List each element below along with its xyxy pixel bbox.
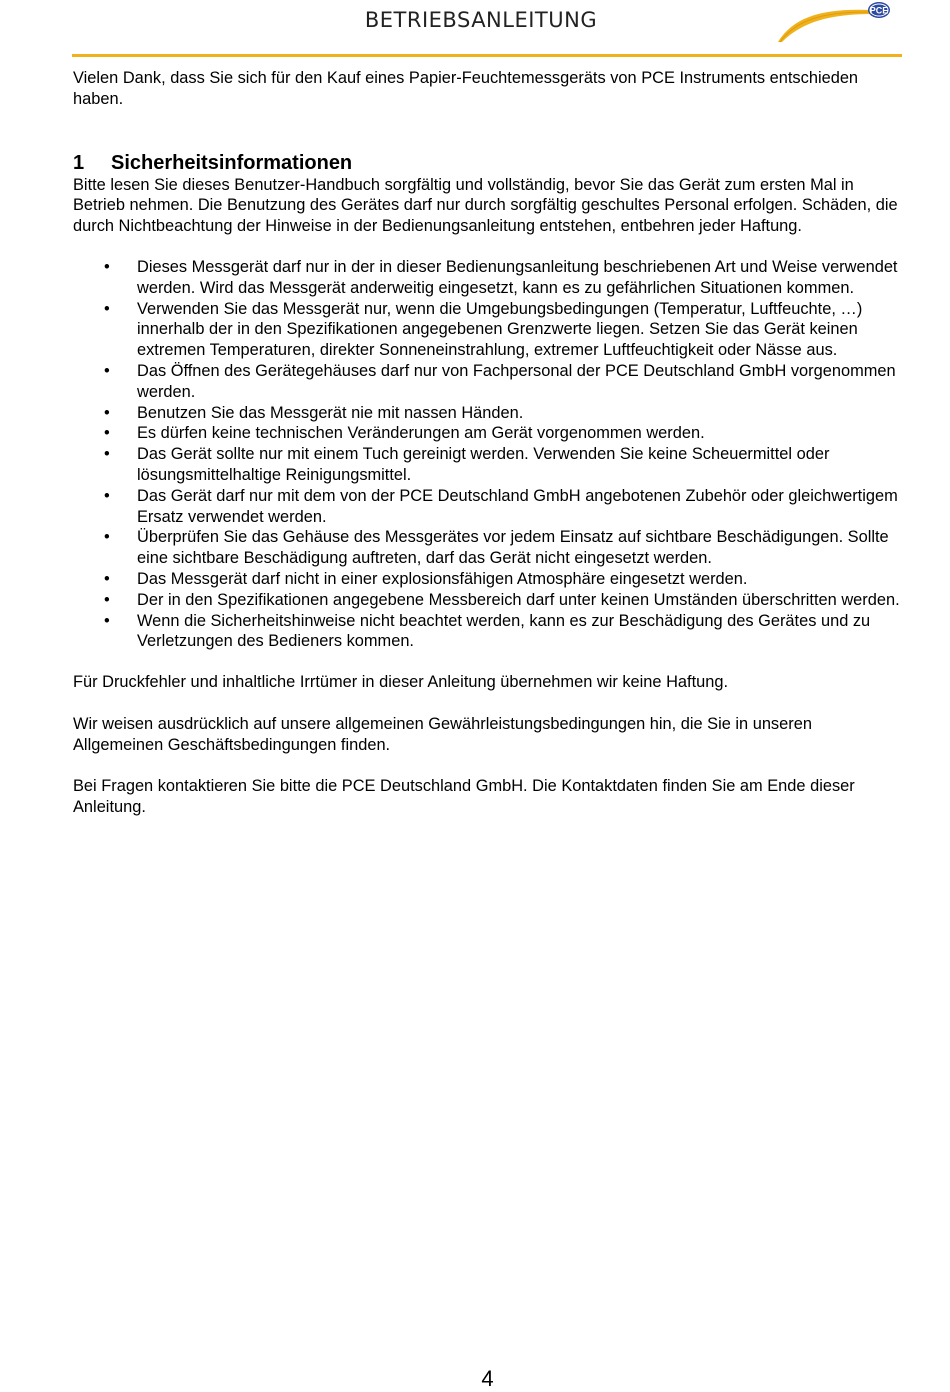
list-item bbox=[73, 527, 903, 569]
list-item bbox=[73, 299, 903, 361]
list-item-text: Dieses Messgerät darf nur in der in dieser Bedienungsanleitung beschriebenen Art und Weise verwendet werden. Wird das Messgerät anderweitig eingesetzt, kann es zu gefährlichen Situationen kommen. bbox=[137, 257, 898, 297]
list-item-text: Es dürfen keine technischen Veränderungen am Gerät vorgenommen werden. bbox=[137, 424, 705, 443]
header-divider bbox=[72, 54, 902, 57]
header-title: BETRIEBSANLEITUNG bbox=[364, 8, 598, 32]
svg-text:PCE: PCE bbox=[869, 5, 889, 16]
document-body bbox=[73, 68, 903, 818]
bullet-icon: • bbox=[104, 486, 110, 505]
list-item bbox=[73, 611, 903, 653]
bullet-icon: • bbox=[104, 569, 110, 588]
contact-note: Bei Fragen kontaktieren Sie bitte die PCE Deutschland GmbH. Die Kontaktdaten finden Sie am Ende dieser Anleitung. bbox=[73, 777, 855, 816]
page-number: 4 bbox=[481, 1366, 494, 1391]
list-item bbox=[73, 257, 903, 299]
section-heading bbox=[73, 151, 903, 175]
list-item-text: Wenn die Sicherheitshinweise nicht beachtet werden, kann es zur Beschädigung des Gerätes und zu Verletzungen des Bedieners kommen. bbox=[137, 611, 871, 651]
list-item-text: Das Öffnen des Gerätegehäuses darf nur von Fachpersonal der PCE Deutschland GmbH vorgenommen werden. bbox=[137, 361, 896, 401]
list-item-text: Benutzen Sie das Messgerät nie mit nassen Händen. bbox=[137, 403, 524, 422]
list-item-text: Das Gerät darf nur mit dem von der PCE Deutschland GmbH angebotenen Zubehör oder gleichwertigem Ersatz verwendet werden. bbox=[137, 486, 898, 526]
section-number: 1 bbox=[73, 151, 85, 174]
warranty-note: Wir weisen ausdrücklich auf unsere allgemeinen Gewährleistungsbedingungen hin, die Sie in unseren Allgemeinen Geschäftsbedingungen finden. bbox=[73, 714, 812, 754]
liability-note: Für Druckfehler und inhaltliche Irrtümer in dieser Anleitung übernehmen wir keine Haftung. bbox=[73, 673, 729, 692]
section-title: Sicherheitsinformationen bbox=[111, 151, 353, 174]
list-item bbox=[73, 569, 903, 590]
bullet-icon: • bbox=[104, 299, 110, 318]
list-item-text: Das Messgerät darf nicht in einer explosionsfähigen Atmosphäre eingesetzt werden. bbox=[137, 569, 748, 588]
list-item-text: Verwenden Sie das Messgerät nur, wenn die Umgebungsbedingungen (Temperatur, Luftfeuchte, …) innerhalb der in den Spezifikationen angegebenen Grenzwerte liegen. Setzen Sie das Gerät keinen extremen Temperaturen, direkter Sonneneinstrahlung, extremer Luftfeuchtigkeit oder Nässe aus. bbox=[137, 299, 863, 360]
intro-paragraph: Vielen Dank, dass Sie sich für den Kauf eines Papier-Feuchtemessgeräts von PCE Instruments entschieden haben. bbox=[73, 69, 859, 108]
list-item-text: Der in den Spezifikationen angegebene Messbereich darf unter keinen Umständen überschritten werden. bbox=[137, 590, 900, 609]
bullet-icon: • bbox=[104, 611, 110, 630]
bullet-icon: • bbox=[104, 424, 110, 443]
list-item bbox=[73, 403, 903, 424]
list-item bbox=[73, 361, 903, 403]
bullet-icon: • bbox=[104, 445, 110, 464]
bullet-icon: • bbox=[104, 403, 110, 422]
pce-logo-icon bbox=[772, 0, 897, 44]
bullet-icon: • bbox=[104, 528, 110, 547]
list-item bbox=[73, 423, 903, 444]
list-item bbox=[73, 486, 903, 528]
list-item-text: Das Gerät sollte nur mit einem Tuch gereinigt werden. Verwenden Sie keine Scheuermittel oder lösungsmittelhaltige Reinigungsmittel. bbox=[137, 445, 830, 484]
safety-bullet-list bbox=[73, 257, 903, 652]
bullet-icon: • bbox=[104, 590, 110, 609]
bullet-icon: • bbox=[104, 257, 110, 276]
list-item bbox=[73, 444, 903, 486]
list-item-text: Überprüfen Sie das Gehäuse des Messgerätes vor jedem Einsatz auf sichtbare Beschädigungen. Sollte eine sichtbare Beschädigung auftreten, darf das Gerät nicht eingesetzt werden. bbox=[137, 528, 889, 568]
list-item bbox=[73, 590, 903, 611]
section-paragraph: Bitte lesen Sie dieses Benutzer-Handbuch sorgfältig und vollständig, bevor Sie das Gerät zum ersten Mal in Betrieb nehmen. Die Benutzung des Gerätes darf nur durch sorgfältig geschultes Personal erfolgen. Schäden, die durch Nichtbeachtung der Hinweise in der Bedienungsanleitung entstehen, entbehren jeder Haftung. bbox=[73, 175, 898, 236]
bullet-icon: • bbox=[104, 361, 110, 380]
